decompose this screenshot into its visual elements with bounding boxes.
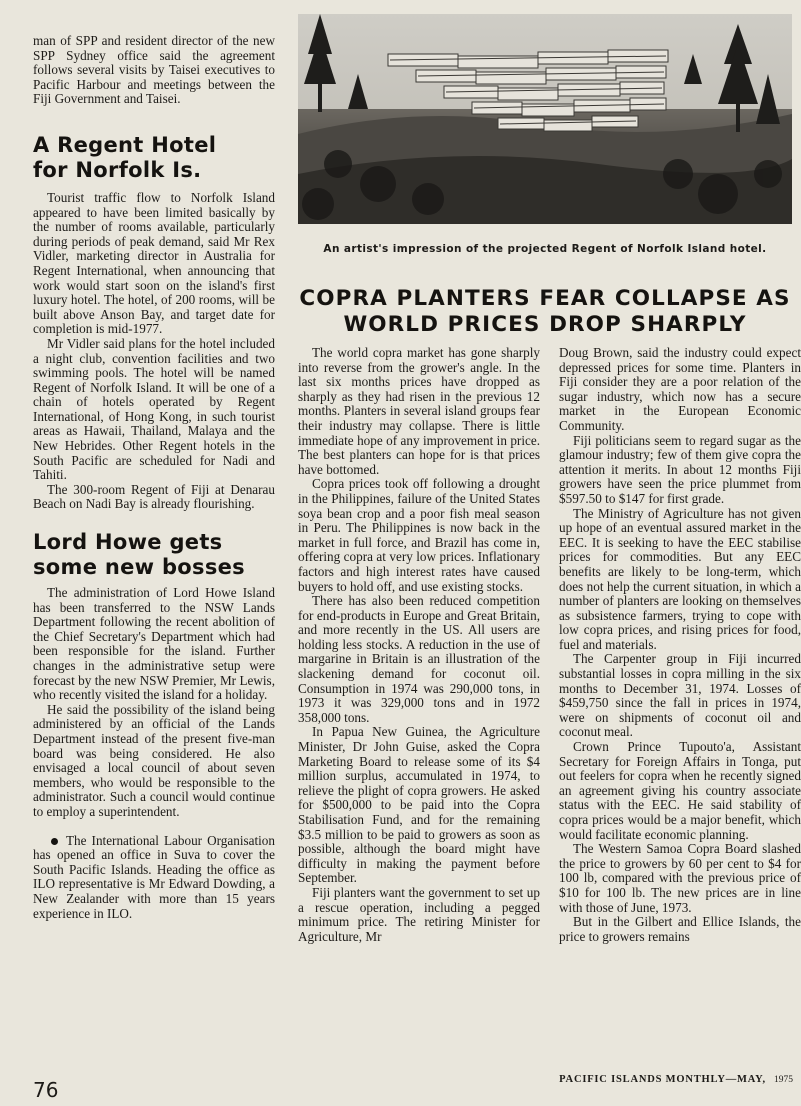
copra-paragraph: There has also been reduced competition for end-products in Europe and Great Britain, and more recently in the US. All users are holding less stocks. A reduction in the use of margarine in Britain is an illustration of the slackening demand for coconut oil. Consumption in 1974 was 290,000 tons, in 1973 it was 329,000 tons and in 1972 358,000 tons. xyxy=(298,593,540,725)
bullet-icon xyxy=(51,838,58,845)
copra-paragraph: Fiji planters want the government to set up a rescue operation, including a pegged minimum price. The retiring Minister for Agriculture, Mr xyxy=(298,884,540,944)
regent-paragraph-3: The 300-room Regent of Fiji at Denarau Beach on Nadi Bay is already flourishing. xyxy=(33,481,275,512)
lord-howe-paragraph-2: He said the possibility of the island being administered by an official of the Lands Department instead of the present five-man board was being considered. He also envisaged a local council of about seven members, who would be responsible to the administrator. Such a council would continue to employ a superintendent. xyxy=(33,701,275,819)
regent-paragraph-2: Mr Vidler said plans for the hotel included a night club, convention facilities and two swimming pools. The hotel will be named Regent of Norfolk Island. It will be one of a chain of hotels operated by Regent International, of Hong Kong, in such tourist areas as Hawaii, Thailand, Malaya and the New Hebrides. Other Regent hotels in the South Pacific are scheduled for Nadi and Tahiti. xyxy=(33,335,275,483)
copra-headline: COPRA PLANTERS FEAR COLLAPSE AS WORLD PRICES DROP SHARPLY xyxy=(299,286,791,337)
ilo-paragraph: The International Labour Organisation has opened an office in Suva to cover the South Pacific Islands. Heading the office as ILO representative is Mr Edward Dowding, a New Zealander with more than 15 years experience in ILO. xyxy=(33,832,275,921)
hotel-artist-impression-photo xyxy=(298,14,792,224)
publication-footer: PACIFIC ISLANDS MONTHLY—MAY, 1975 xyxy=(559,1074,793,1085)
copra-paragraph: The world copra market has gone sharply into reverse from the grower's angle. In the last six months prices have dropped as sharply as they had risen in the previous 12 months. Planters in several island groups fear their industry may collapse. There is little immediate hope of any improvement in price. The best planters can hope for is that prices have bottomed. xyxy=(298,345,540,477)
lord-howe-heading: Lord Howe gets some new bosses xyxy=(33,530,245,580)
page-number: 76 xyxy=(33,1078,59,1102)
copra-paragraph: Crown Prince Tupouto'a, Assistant Secretary for Foreign Affairs in Tonga, put out feelers for copra when he recently signed an agreement giving his country associate status with the EEC. He said stability of copra prices would be a major benefit, which would facilitate economic planning. xyxy=(559,739,801,842)
copra-paragraph: But in the Gilbert and Ellice Islands, the price to growers remains xyxy=(559,914,801,944)
lord-howe-paragraph-1: The administration of Lord Howe Island has been transferred to the NSW Lands Department following the recent abolition of the Chief Secretary's Department which had been responsible for the island. Further changes in the administrative setup were forecast by the new NSW Premier, Mr Lewis, who recently visited the island for a holiday. xyxy=(33,585,275,703)
regent-paragraph-1: Tourist traffic flow to Norfolk Island appeared to have been limited basically by the number of rooms available, particularly during periods of peak demand, said Mr Rex Vidler, marketing director in Australia for Regent International, when announcing that work would start soon on the island's first luxury hotel. The hotel, of 200 rooms, will be built above Anson Bay, and target date for completion is mid-1977. xyxy=(33,189,275,337)
copra-middle-column xyxy=(298,346,540,944)
copra-paragraph: In Papua New Guinea, the Agriculture Minister, Dr John Guise, asked the Copra Marketing Board to release some of its $4 million surplus, accumulated in 1974, to relieve the plight of copra growers. He asked for $500,000 to be paid into the Copra Stabilisation Fund, and for the remaining $3.5 million to be paid to growers as soon as possible, although the board might have difficulty in making the payment before September. xyxy=(298,724,540,886)
continued-paragraph: man of SPP and resident director of the new SPP Sydney office said the agreement follows several visits by Taisei executives to Pacific Harbour and meetings between the Fiji Government and Taisei. xyxy=(33,33,275,107)
photo-caption: An artist's impression of the projected Regent of Norfolk Island hotel. xyxy=(323,243,767,255)
copra-right-column xyxy=(559,346,801,944)
copra-paragraph: Doug Brown, said the industry could expect depressed prices for some time. Planters in Fiji consider they are a poor relation of the sugar industry, which now has a secure market in the European Economic Community. xyxy=(559,345,801,433)
left-column xyxy=(33,34,275,921)
hotel-illustration-icon xyxy=(298,14,792,224)
copra-paragraph: The Carpenter group in Fiji incurred substantial losses in copra milling in the six months to December 31, 1974. Losses of $459,750 since the fall in prices in 1974, were on shipments of coconut oil and coconut meal. xyxy=(559,651,801,740)
copra-paragraph: Fiji politicians seem to regard sugar as the glamour industry; few of them give copra the attention it merits. In about 12 months Fiji growers have seen the price plummet from $597.50 to $147 for first grade. xyxy=(559,432,801,506)
regent-hotel-heading: A Regent Hotel for Norfolk Is. xyxy=(33,132,217,182)
copra-paragraph: The Ministry of Agriculture has not given up hope of an eventual assured market in the EEC. It is seeking to have the EEC stabilise prices for commodities. But any EEC benefits are likely to be long-term, which does not help the current situation, in which a number of planters are looking on themselves as subsistence farmers, trying to cope with low copra prices, and rising prices for food, fuel and materials. xyxy=(559,505,801,652)
copra-paragraph: Copra prices took off following a drought in the Philippines, failure of the United States soya bean crop and a poor fish meal season in Peru. The Philippines is now back in the market in full force, and Brazil has come in, offering copra at very low prices. Inflationary factors and high interest rates have caused buyers to hold off, and use existing stocks. xyxy=(298,476,540,594)
copra-paragraph: The Western Samoa Copra Board slashed the price to growers by 60 per cent to $4 for 100 lb, compared with the previous price of $10 for 100 lb. The new prices are in line with those of June, 1973. xyxy=(559,841,801,915)
